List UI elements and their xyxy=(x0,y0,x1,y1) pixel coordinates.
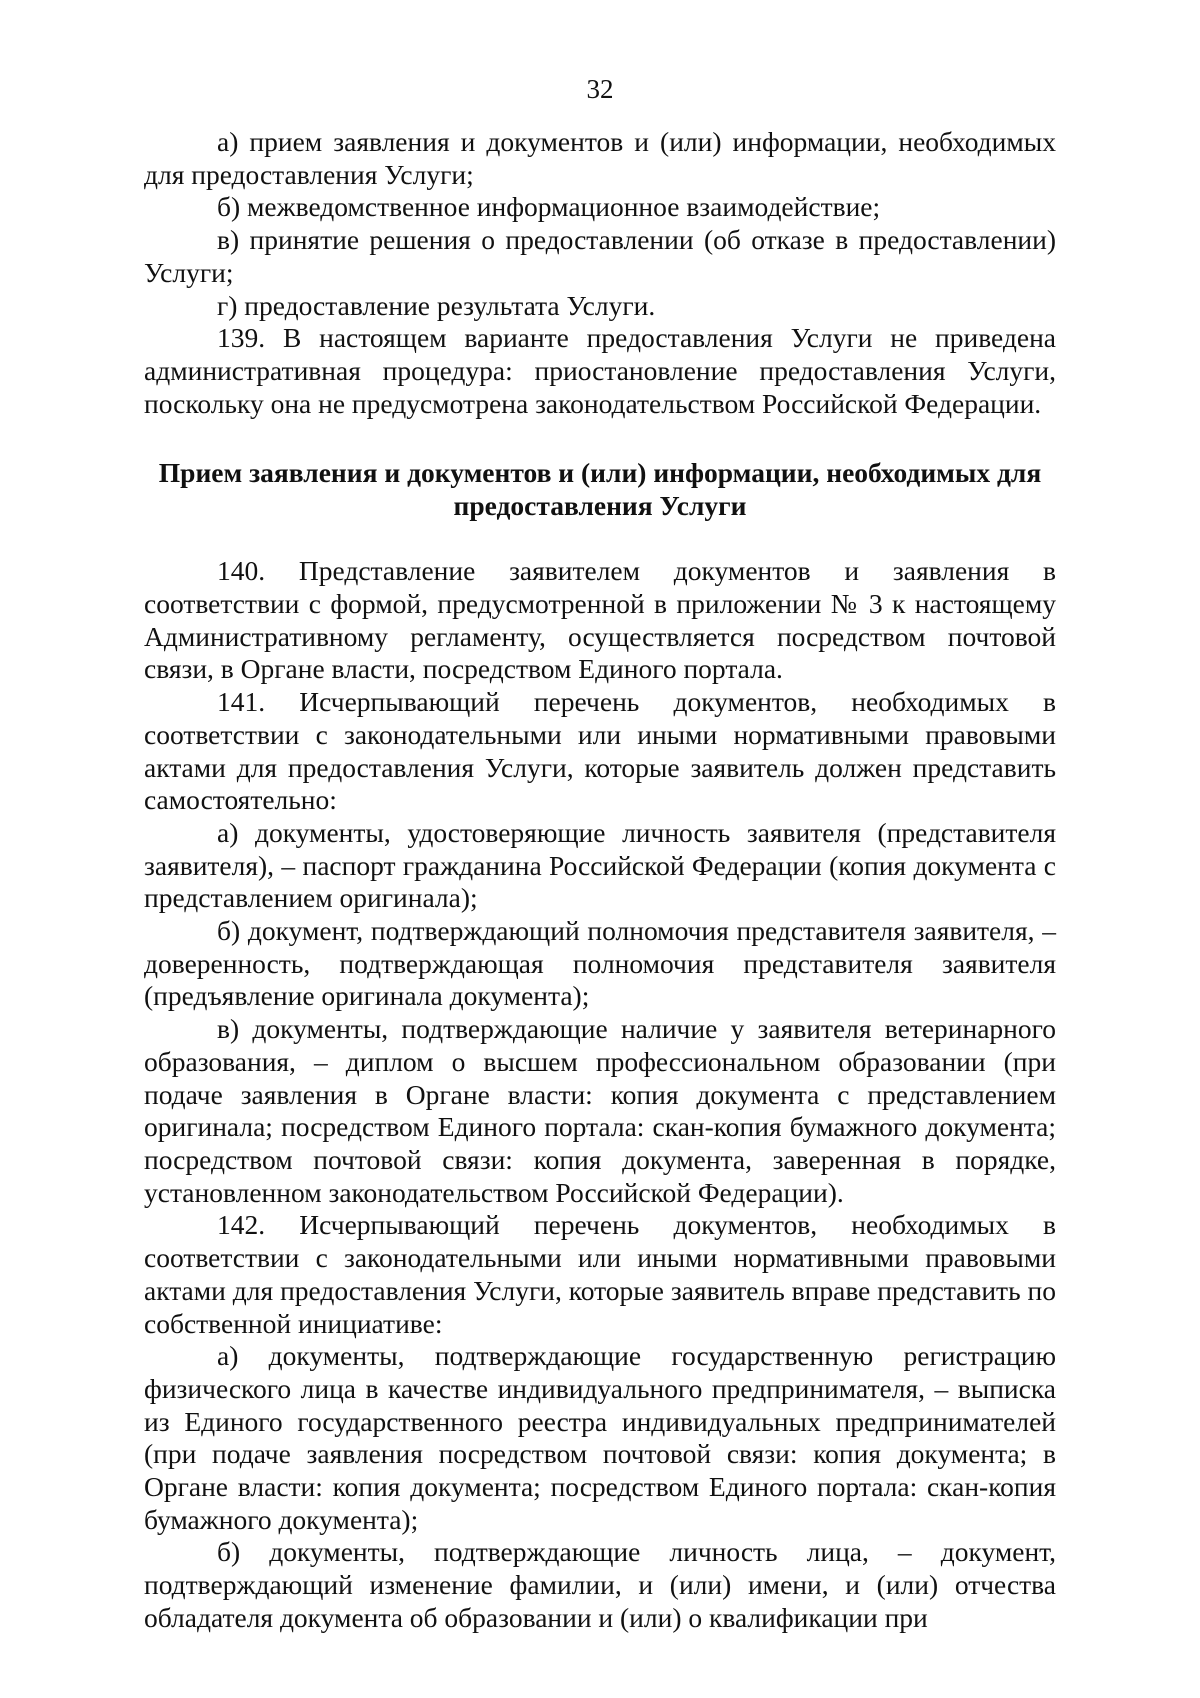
paragraph-141: 141. Исчерпывающий перечень документов, необходимых в соответствии с законодательными или иными нормативными правовыми актами для предоставления Услуги, которые заявитель должен представить самостоятельно: xyxy=(144,686,1056,816)
list-item-v-intro: в) принятие решения о предоставлении (об отказе в предоставлении) Услуги; xyxy=(144,224,1056,288)
paragraph-140: 140. Представление заявителем документов и заявления в соответствии с формой, предусмотренной в приложении № 3 к настоящему Административному регламенту, осуществляется посредством почтовой связи, в Органе власти, посредством Единого портала. xyxy=(144,555,1056,685)
paragraph-141-b: б) документ, подтверждающий полномочия представителя заявителя, – доверенность, подтверждающая полномочия представителя заявителя (предъявление оригинала документа); xyxy=(144,915,1056,1012)
paragraph-142-a: а) документы, подтверждающие государственную регистрацию физического лица в качестве индивидуального предпринимателя, – выписка из Единого государственного реестра индивидуальных предпринимателей (при подаче заявления посредством почтовой связи: копия документа; в Органе власти: копия документа; посредством Единого портала: скан-копия бумажного документа); xyxy=(144,1340,1056,1535)
paragraph-139: 139. В настоящем варианте предоставления Услуги не приведена административная процедура: приостановление предоставления Услуги, поскольку она не предусмотрена законодательством Российской Федерации. xyxy=(144,322,1056,419)
paragraph-142: 142. Исчерпывающий перечень документов, необходимых в соответствии с законодательными или иными нормативными правовыми актами для предоставления Услуги, которые заявитель вправе представить по собственной инициативе: xyxy=(144,1209,1056,1339)
list-item-g-intro: г) предоставление результата Услуги. xyxy=(217,289,656,321)
page-number: 32 xyxy=(586,74,614,104)
section-heading: Прием заявления и документов и (или) информации, необходимых для предоставления Услуги xyxy=(158,457,1042,522)
paragraph-142-b: б) документы, подтверждающие личность лица, – документ, подтверждающий изменение фамилии, и (или) имени, и (или) отчества обладателя документа об образовании и (или) о квалификации при xyxy=(144,1536,1056,1633)
document-body xyxy=(144,126,1056,1635)
list-item-b-intro: б) межведомственное информационное взаимодействие; xyxy=(217,191,881,223)
paragraph-141-a: а) документы, удостоверяющие личность заявителя (представителя заявителя), – паспорт гражданина Российской Федерации (копия документа с представлением оригинала); xyxy=(144,816,1056,914)
list-item-a-intro: а) прием заявления и документов и (или) информации, необходимых для предоставления Услуги; xyxy=(144,126,1056,190)
paragraph-141-v: в) документы, подтверждающие наличие у заявителя ветеринарного образования, – диплом о высшем профессиональном образовании (при подаче заявления в Органе власти: копия документа с представлением оригинала; посредством Единого портала: скан-копия бумажного документа; посредством почтовой связи: копия документа, заверенная в порядке, установленном законодательством Российской Федерации). xyxy=(144,1013,1056,1208)
